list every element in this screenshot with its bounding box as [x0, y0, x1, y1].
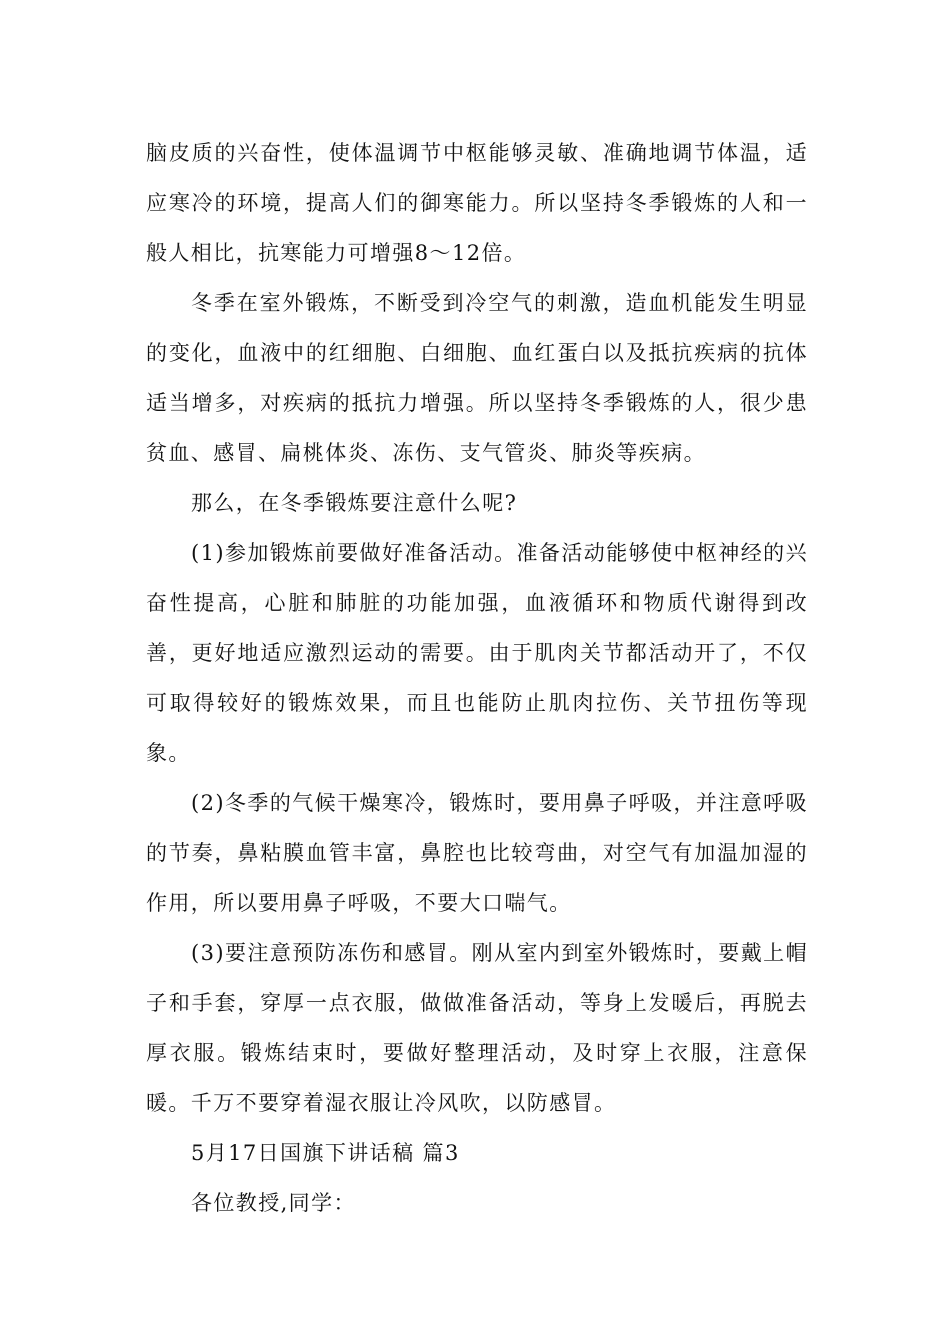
- paragraph-body-temperature: 脑皮质的兴奋性，使体温调节中枢能够灵敏、准确地调节体温，适应寒冷的环境，提高人们的御寒能力。所以坚持冬季锻炼的人和一般人相比，抗寒能力可增强8～12倍。: [146, 141, 808, 265]
- paragraph-blood-benefits: 冬季在室外锻炼，不断受到冷空气的刺激，造血机能发生明显的变化，血液中的红细胞、白细胞、血红蛋白以及抵抗疾病的抗体适当增多，对疾病的抵抗力增强。所以坚持冬季锻炼的人，很少患贫血、感冒、扁桃体炎、冻伤、支气管炎、肺炎等疾病。: [146, 291, 808, 465]
- paragraph-tip-1: (1)参加锻炼前要做好准备活动。准备活动能够使中枢神经的兴奋性提高，心脏和肺脏的功能加强，血液循环和物质代谢得到改善，更好地适应激烈运动的需要。由于肌肉关节都活动开了，不仅可取得较好的锻炼效果，而且也能防止肌肉拉伤、关节扭伤等现象。: [146, 541, 808, 765]
- section-heading: 5月17日国旗下讲话稿 篇3: [191, 1141, 460, 1165]
- greeting-line: 各位教授,同学：: [191, 1191, 356, 1215]
- paragraph-question: 那么，在冬季锻炼要注意什么呢?: [191, 491, 518, 515]
- paragraph-tip-3: (3)要注意预防冻伤和感冒。刚从室内到室外锻炼时，要戴上帽子和手套，穿厚一点衣服，做做准备活动，等身上发暖后，再脱去厚衣服。锻炼结束时，要做好整理活动，及时穿上衣服，注意保暖。千万不要穿着湿衣服让冷风吹，以防感冒。: [146, 941, 808, 1115]
- document-body: [146, 128, 808, 1228]
- paragraph-tip-2: (2)冬季的气候干燥寒冷，锻炼时，要用鼻子呼吸，并注意呼吸的节奏，鼻粘膜血管丰富，鼻腔也比较弯曲，对空气有加温加湿的作用，所以要用鼻子呼吸，不要大口喘气。: [146, 791, 808, 915]
